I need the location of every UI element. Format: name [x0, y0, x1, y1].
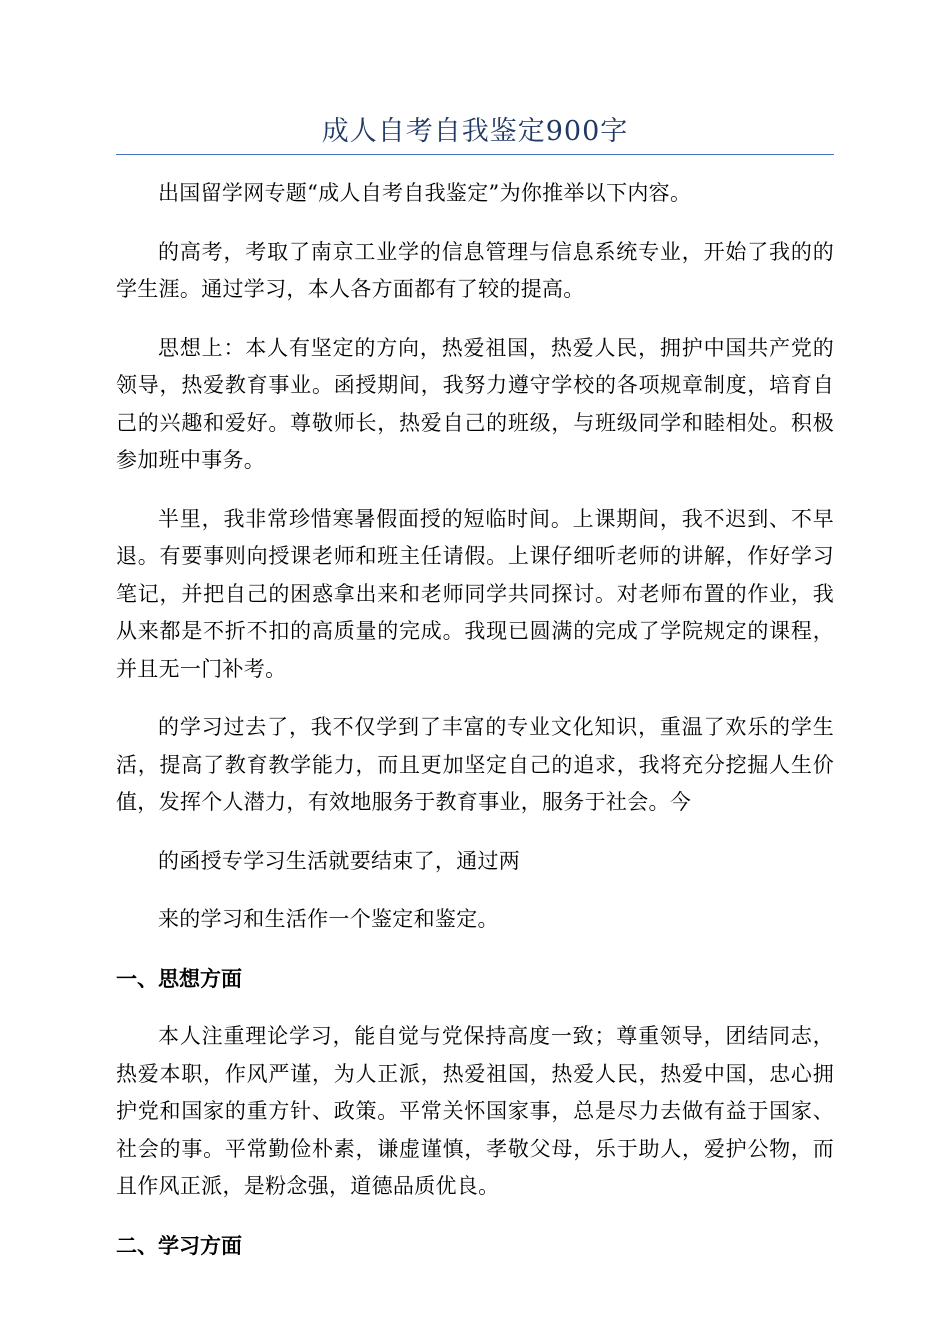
paragraph: 思想上：本人有坚定的方向，热爱祖国，热爱人民，拥护中国共产党的领导，热爱教育事业。函授期间，我努力遵守学校的各项规章制度，培育自己的兴趣和爱好。尊敬师长，热爱自己的班级，与班级同学和睦相处。积极参加班中事务。	[116, 335, 834, 472]
paragraph: 的函授专学习生活就要结束了，通过两	[158, 848, 521, 873]
paragraph: 的学习过去了，我不仅学到了丰富的专业文化知识，重温了欢乐的学生活，提高了教育教学能力，而且更加坚定自己的追求，我将充分挖掘人生价值，发挥个人潜力，有效地服务于教育事业，服务于社会。今	[116, 715, 834, 814]
paragraph: 的高考，考取了南京工业学的信息管理与信息系统专业，开始了我的的学生涯。通过学习，本人各方面都有了较的提高。	[116, 239, 834, 301]
document-title: 成人自考自我鉴定900字	[321, 116, 629, 147]
paragraph-intro: 出国留学网专题“成人自考自我鉴定”为你推举以下内容。	[158, 181, 692, 205]
title-underline	[116, 154, 834, 155]
paragraph: 本人注重理论学习，能自觉与党保持高度一致；尊重领导，团结同志，热爱本职，作风严谨，为人正派，热爱祖国，热爱人民，热爱中国，忠心拥护党和国家的重方针、政策。平常关怀国家事，总是尽力去做有益于国家、社会的事。平常勤俭朴素，谦虚谨慎，孝敬父母，乐于助人，爱护公物，而且作风正派，是粉念强，道德品质优良。	[116, 1024, 834, 1198]
section-heading-study: 二、学习方面	[116, 1232, 242, 1258]
paragraph: 半里，我非常珍惜寒暑假面授的短临时间。上课期间，我不迟到、不早退。有要事则向授课老师和班主任请假。上课仔细听老师的讲解，作好学习笔记，并把自己的困惑拿出来和老师同学共同探讨。对老师布置的作业，我从来都是不折不扣的高质量的完成。我现已圆满的完成了学院规定的课程，并且无一门补考。	[116, 506, 834, 681]
paragraph: 来的学习和生活作一个鉴定和鉴定。	[158, 907, 499, 931]
document-body	[116, 175, 834, 1285]
section-heading-thought: 一、思想方面	[116, 965, 242, 991]
